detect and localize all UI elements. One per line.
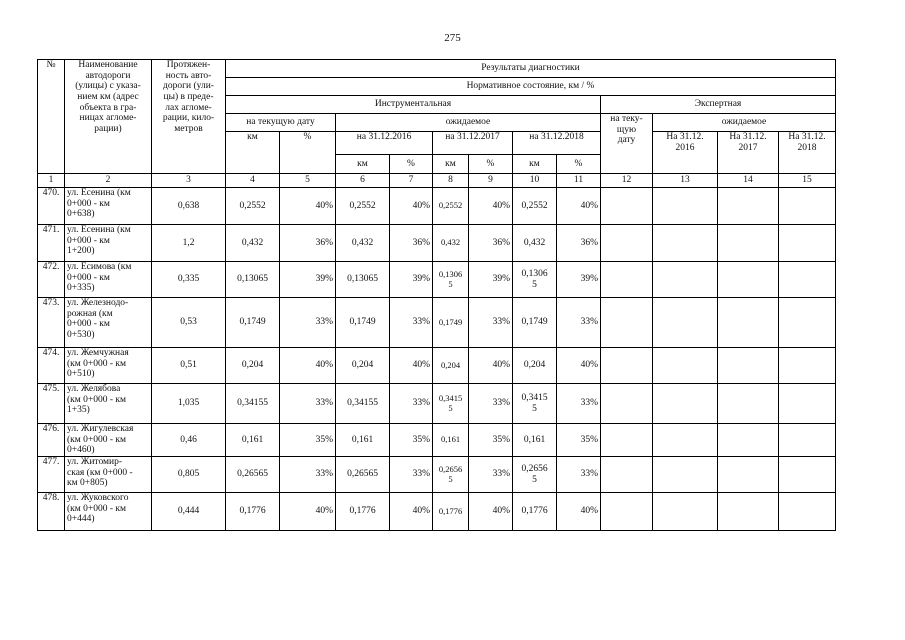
pct-2018: 40%: [557, 188, 601, 225]
header-pct-2016: %: [390, 155, 433, 174]
current-km: 0,432: [226, 225, 280, 262]
table-row: [38, 457, 836, 493]
road-name: ул. Есенина (км 0+000 - км 1+200): [65, 225, 152, 262]
current-pct: 40%: [280, 348, 336, 384]
header-exp-2016: На 31.12. 2016: [653, 132, 718, 174]
km-2018: 0,2552: [513, 188, 557, 225]
pct-2018: 33%: [557, 298, 601, 348]
road-name: ул. Жуковского (км 0+000 - км 0+444): [65, 493, 152, 531]
expert-empty-cell: [779, 493, 836, 531]
pct-2018: 40%: [557, 348, 601, 384]
expert-empty-cell: [653, 188, 718, 225]
diagnostics-table: [37, 59, 836, 531]
expert-empty-cell: [779, 188, 836, 225]
header-exp-2018: На 31.12. 2018: [779, 132, 836, 174]
road-name: ул. Есимова (км 0+000 - км 0+335): [65, 262, 152, 298]
expert-empty-cell: [601, 348, 653, 384]
current-pct: 35%: [280, 424, 336, 457]
current-pct: 36%: [280, 225, 336, 262]
header-length: Протяжен- ность авто- дороги (ули- цы) в преде- лах агломе- рации, кило- метров: [152, 60, 226, 174]
km-2018: 0,3415 5: [513, 384, 557, 424]
expert-empty-cell: [601, 298, 653, 348]
expert-empty-cell: [653, 298, 718, 348]
pct-2017: 33%: [469, 457, 513, 493]
pct-2016: 33%: [390, 457, 433, 493]
expert-empty-cell: [718, 348, 779, 384]
table-row: [38, 262, 836, 298]
header-normative: Нормативное состояние, км / %: [226, 78, 836, 96]
pct-2016: 36%: [390, 225, 433, 262]
km-2017: 0,2552: [433, 188, 469, 225]
km-2016: 0,204: [336, 348, 390, 384]
expert-empty-cell: [653, 348, 718, 384]
column-number: 4: [226, 174, 280, 188]
km-2017: 0,204: [433, 348, 469, 384]
expert-empty-cell: [718, 424, 779, 457]
km-2016: 0,1776: [336, 493, 390, 531]
km-2018: 0,161: [513, 424, 557, 457]
km-2017: 0,432: [433, 225, 469, 262]
km-2018: 0,1306 5: [513, 262, 557, 298]
road-name: ул. Железнодо- рожная (км 0+000 - км 0+530): [65, 298, 152, 348]
table-row: [38, 225, 836, 262]
expert-empty-cell: [601, 225, 653, 262]
pct-2016: 35%: [390, 424, 433, 457]
km-2018: 0,204: [513, 348, 557, 384]
km-2017: 0,1749: [433, 298, 469, 348]
pct-2017: 35%: [469, 424, 513, 457]
km-2017: 0,1306 5: [433, 262, 469, 298]
current-km: 0,34155: [226, 384, 280, 424]
pct-2018: 36%: [557, 225, 601, 262]
pct-2016: 33%: [390, 298, 433, 348]
table-row: [38, 424, 836, 457]
expert-empty-cell: [653, 493, 718, 531]
table-row: [38, 348, 836, 384]
table-row: [38, 384, 836, 424]
expert-empty-cell: [653, 225, 718, 262]
header-cur-km: км: [226, 132, 280, 174]
expert-empty-cell: [718, 262, 779, 298]
current-km: 0,2552: [226, 188, 280, 225]
page-number: 275: [444, 32, 461, 44]
column-number: 10: [513, 174, 557, 188]
current-km: 0,204: [226, 348, 280, 384]
column-number: 13: [653, 174, 718, 188]
km-2016: 0,13065: [336, 262, 390, 298]
column-number: 14: [718, 174, 779, 188]
km-2018: 0,432: [513, 225, 557, 262]
expert-empty-cell: [601, 384, 653, 424]
row-number: 475.: [38, 384, 65, 424]
road-length: 0,805: [152, 457, 226, 493]
road-length: 1,2: [152, 225, 226, 262]
expert-empty-cell: [779, 225, 836, 262]
header-expert-current: на теку- щую дату: [601, 114, 653, 174]
header-road-name: Наименование автодороги (улицы) с указа- нием км (адрес объекта в гра- ницах агломе- рации): [65, 60, 152, 174]
pct-2018: 40%: [557, 493, 601, 531]
current-km: 0,26565: [226, 457, 280, 493]
header-pct-2017: %: [469, 155, 513, 174]
header-km-2017: км: [433, 155, 469, 174]
header-instrumental: Инструментальная: [226, 96, 601, 114]
header-expert: Экспертная: [601, 96, 836, 114]
km-2017: 0,3415 5: [433, 384, 469, 424]
road-length: 0,46: [152, 424, 226, 457]
km-2016: 0,34155: [336, 384, 390, 424]
km-2018: 0,1749: [513, 298, 557, 348]
expert-empty-cell: [779, 424, 836, 457]
km-2017: 0,2656 5: [433, 457, 469, 493]
current-km: 0,13065: [226, 262, 280, 298]
table-row: [38, 298, 836, 348]
header-cur-pct: %: [280, 132, 336, 174]
km-2016: 0,26565: [336, 457, 390, 493]
pct-2017: 39%: [469, 262, 513, 298]
header-km-2018: км: [513, 155, 557, 174]
pct-2016: 33%: [390, 384, 433, 424]
pct-2017: 33%: [469, 298, 513, 348]
header-date-2016: на 31.12.2016: [336, 132, 433, 155]
current-km: 0,1776: [226, 493, 280, 531]
column-number-row: [38, 174, 836, 188]
header-exp-2017: На 31.12. 2017: [718, 132, 779, 174]
column-number: 15: [779, 174, 836, 188]
road-name: ул. Желябова (км 0+000 - км 1+35): [65, 384, 152, 424]
pct-2018: 39%: [557, 262, 601, 298]
expert-empty-cell: [653, 457, 718, 493]
expert-empty-cell: [718, 384, 779, 424]
road-length: 0,638: [152, 188, 226, 225]
expert-empty-cell: [601, 424, 653, 457]
table-row: [38, 493, 836, 531]
column-number: 5: [280, 174, 336, 188]
row-number: 470.: [38, 188, 65, 225]
road-name: ул. Житомир- ская (км 0+000 - км 0+805): [65, 457, 152, 493]
road-name: ул. Жемчужная (км 0+000 - км 0+510): [65, 348, 152, 384]
expert-empty-cell: [718, 225, 779, 262]
expert-empty-cell: [653, 262, 718, 298]
pct-2016: 39%: [390, 262, 433, 298]
km-2016: 0,2552: [336, 188, 390, 225]
pct-2017: 40%: [469, 188, 513, 225]
expert-empty-cell: [601, 493, 653, 531]
current-pct: 33%: [280, 457, 336, 493]
road-name: ул. Есенина (км 0+000 - км 0+638): [65, 188, 152, 225]
table-row: [38, 188, 836, 225]
header-current-date: на текущую дату: [226, 114, 336, 132]
header-results: Результаты диагностики: [226, 60, 836, 78]
pct-2018: 33%: [557, 457, 601, 493]
expert-empty-cell: [779, 348, 836, 384]
row-number: 477.: [38, 457, 65, 493]
expert-empty-cell: [718, 298, 779, 348]
expert-empty-cell: [653, 424, 718, 457]
row-number: 476.: [38, 424, 65, 457]
row-number: 473.: [38, 298, 65, 348]
expert-empty-cell: [653, 384, 718, 424]
km-2017: 0,1776: [433, 493, 469, 531]
header-pct-2018: %: [557, 155, 601, 174]
road-length: 1,035: [152, 384, 226, 424]
header-date-2017: на 31.12.2017: [433, 132, 513, 155]
column-number: 7: [390, 174, 433, 188]
road-length: 0,444: [152, 493, 226, 531]
expert-empty-cell: [718, 457, 779, 493]
column-number: 3: [152, 174, 226, 188]
pct-2017: 36%: [469, 225, 513, 262]
row-number: 474.: [38, 348, 65, 384]
current-pct: 40%: [280, 493, 336, 531]
current-pct: 40%: [280, 188, 336, 225]
expert-empty-cell: [718, 493, 779, 531]
header-no: №: [38, 60, 65, 174]
expert-empty-cell: [601, 262, 653, 298]
road-length: 0,51: [152, 348, 226, 384]
pct-2018: 35%: [557, 424, 601, 457]
expert-empty-cell: [601, 188, 653, 225]
pct-2016: 40%: [390, 188, 433, 225]
current-km: 0,161: [226, 424, 280, 457]
road-length: 0,335: [152, 262, 226, 298]
expert-empty-cell: [779, 298, 836, 348]
current-pct: 33%: [280, 298, 336, 348]
column-number: 2: [65, 174, 152, 188]
km-2018: 0,2656 5: [513, 457, 557, 493]
current-pct: 39%: [280, 262, 336, 298]
row-number: 472.: [38, 262, 65, 298]
column-number: 8: [433, 174, 469, 188]
expert-empty-cell: [779, 262, 836, 298]
km-2016: 0,432: [336, 225, 390, 262]
expert-empty-cell: [779, 384, 836, 424]
road-length: 0,53: [152, 298, 226, 348]
pct-2016: 40%: [390, 348, 433, 384]
row-number: 471.: [38, 225, 65, 262]
header-date-2018: на 31.12.2018: [513, 132, 601, 155]
pct-2017: 33%: [469, 384, 513, 424]
current-km: 0,1749: [226, 298, 280, 348]
header-expert-expected: ожидаемое: [653, 114, 836, 132]
km-2016: 0,161: [336, 424, 390, 457]
pct-2017: 40%: [469, 348, 513, 384]
header-km-2016: км: [336, 155, 390, 174]
pct-2018: 33%: [557, 384, 601, 424]
row-number: 478.: [38, 493, 65, 531]
km-2016: 0,1749: [336, 298, 390, 348]
km-2018: 0,1776: [513, 493, 557, 531]
header-expected: ожидаемое: [336, 114, 601, 132]
pct-2017: 40%: [469, 493, 513, 531]
column-number: 6: [336, 174, 390, 188]
column-number: 11: [557, 174, 601, 188]
column-number: 9: [469, 174, 513, 188]
column-number: 1: [38, 174, 65, 188]
column-number: 12: [601, 174, 653, 188]
pct-2016: 40%: [390, 493, 433, 531]
expert-empty-cell: [779, 457, 836, 493]
expert-empty-cell: [601, 457, 653, 493]
current-pct: 33%: [280, 384, 336, 424]
road-name: ул. Жигулевская (км 0+000 - км 0+460): [65, 424, 152, 457]
km-2017: 0,161: [433, 424, 469, 457]
expert-empty-cell: [718, 188, 779, 225]
